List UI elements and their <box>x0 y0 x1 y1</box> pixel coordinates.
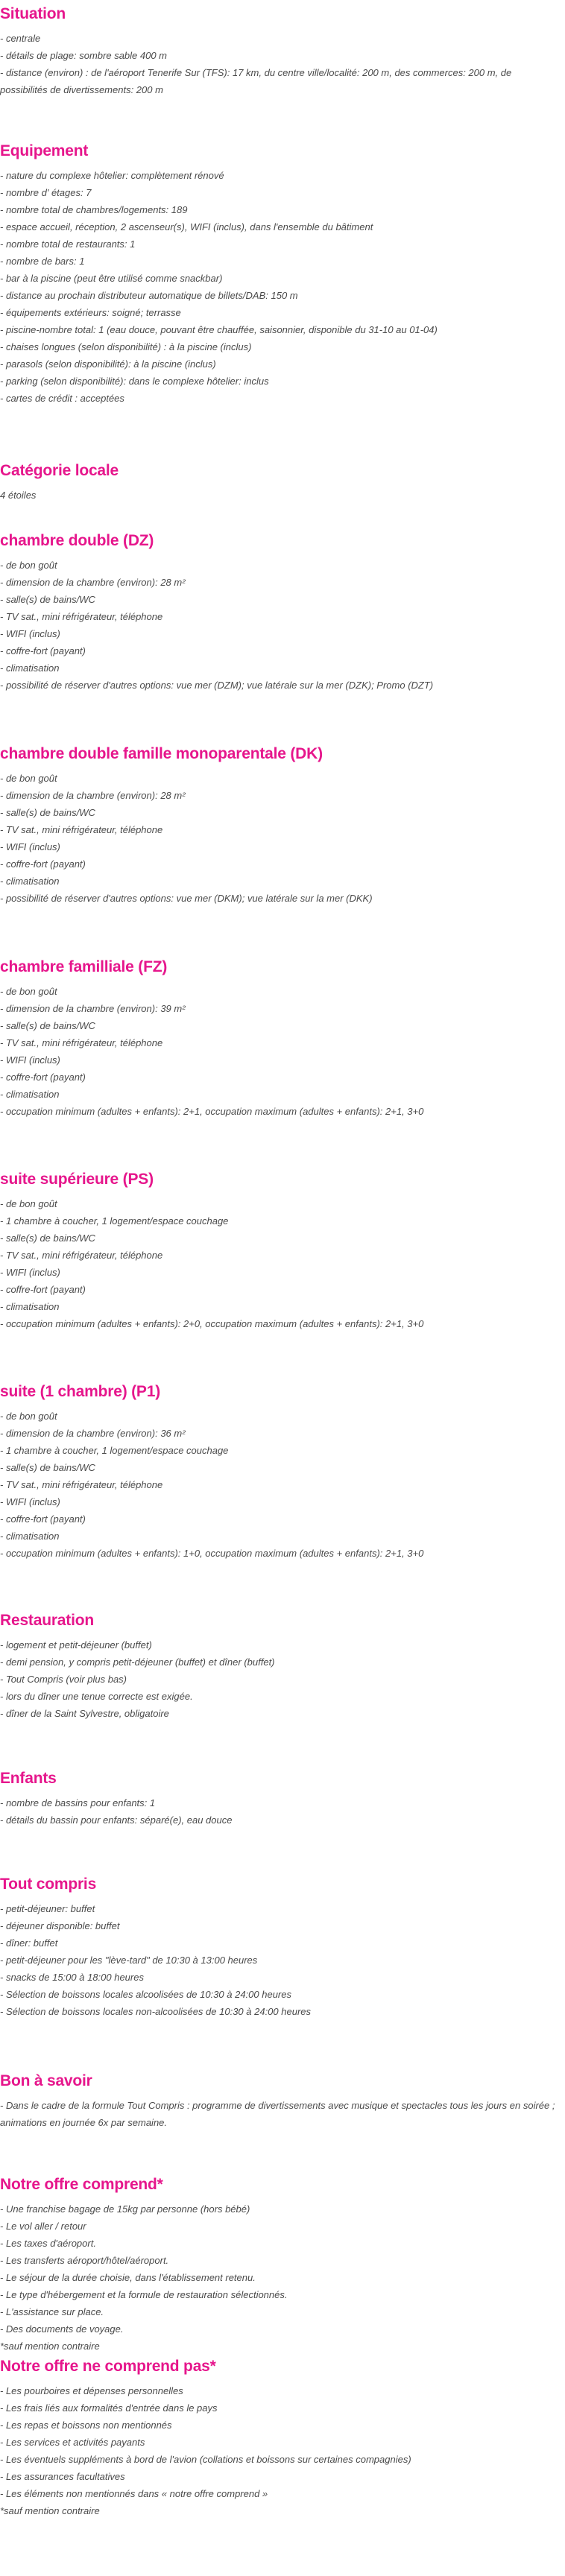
section-tout-compris <box>0 1875 559 2020</box>
list-item: *sauf mention contraire <box>0 2505 100 2516</box>
list-item: - nombre total de restaurants: 1 <box>0 238 136 250</box>
list-item: - WIFI (inclus) <box>0 628 60 639</box>
room-ps-list <box>0 1195 559 1332</box>
list-item: - TV sat., mini réfrigérateur, téléphone <box>0 824 163 835</box>
list-item: - petit-déjeuner pour les "lève-tard" de 10:30 à 13:00 heures <box>0 1955 258 1966</box>
list-item: - détails de plage: sombre sable 400 m <box>0 50 168 61</box>
room-fz-list <box>0 983 559 1120</box>
list-item: - dîner de la Saint Sylvestre, obligatoire <box>0 1708 169 1719</box>
section-title: Situation <box>0 5 66 22</box>
list-item: - Dans le cadre de la formule Tout Compris : programme de divertissements avec musique et spectacles tous les jours en soirée ; animations en journée 6x par semaine. <box>0 2100 558 2128</box>
list-item: - espace accueil, réception, 2 ascenseur(s), WIFI (inclus), dans l'ensemble du bâtiment <box>0 221 373 232</box>
list-item: - Les services et activités payants <box>0 2437 145 2448</box>
list-item: - Le vol aller / retour <box>0 2221 86 2232</box>
enfants-list <box>0 1794 559 1829</box>
section-title: Restauration <box>0 1612 94 1629</box>
list-item: - climatisation <box>0 1089 60 1100</box>
list-item: - piscine-nombre total: 1 (eau douce, pouvant être chauffée, saisonnier, disponible du 31-10 au 01-04) <box>0 324 438 335</box>
list-item: - climatisation <box>0 876 60 887</box>
list-item: - Des documents de voyage. <box>0 2323 124 2335</box>
list-item: - TV sat., mini réfrigérateur, téléphone <box>0 1479 163 1490</box>
section-situation <box>0 4 559 98</box>
list-item: - équipements extérieurs: soigné; terrasse <box>0 307 181 318</box>
list-item: - nombre de bars: 1 <box>0 256 85 267</box>
list-item: - occupation minimum (adultes + enfants): 2+1, occupation maximum (adultes + enfants): 2+1, 3+0 <box>0 1106 424 1117</box>
list-item: - climatisation <box>0 1301 60 1312</box>
list-item: 4 étoiles <box>0 490 37 501</box>
section-title: chambre familliale (FZ) <box>0 958 168 975</box>
section-enfants <box>0 1769 559 1829</box>
list-item: - 1 chambre à coucher, 1 logement/espace couchage <box>0 1215 229 1227</box>
list-item: - Les frais liés aux formalités d'entrée dans le pays <box>0 2402 218 2414</box>
list-item: - Tout Compris (voir plus bas) <box>0 1674 127 1685</box>
list-item: - lors du dîner une tenue correcte est exigée. <box>0 1691 193 1702</box>
section-room-p1 <box>0 1382 559 1562</box>
list-item: - TV sat., mini réfrigérateur, téléphone <box>0 611 163 622</box>
list-item: - coffre-fort (payant) <box>0 858 86 870</box>
list-item: - L'assistance sur place. <box>0 2306 104 2317</box>
list-item: - bar à la piscine (peut être utilisé comme snackbar) <box>0 273 223 284</box>
list-item: - parasols (selon disponibilité): à la piscine (inclus) <box>0 358 216 370</box>
list-item: - coffre-fort (payant) <box>0 1072 86 1083</box>
list-item: - possibilité de réserver d'autres options: vue mer (DKM); vue latérale sur la mer (DKK) <box>0 893 373 904</box>
list-item: - nombre total de chambres/logements: 189 <box>0 204 188 215</box>
list-item: - dîner: buffet <box>0 1937 58 1949</box>
tout-compris-list <box>0 1900 559 2020</box>
section-title: suite supérieure (PS) <box>0 1171 154 1188</box>
list-item: - de bon goût <box>0 773 57 784</box>
list-item: - nombre d' étages: 7 <box>0 187 92 198</box>
list-item: - Le type d'hébergement et la formule de restauration sélectionnés. <box>0 2289 288 2300</box>
list-item: - Les pourboires et dépenses personnelles <box>0 2385 183 2396</box>
offre-ne-comprend-pas-list <box>0 2382 559 2519</box>
list-item: - climatisation <box>0 1531 60 1542</box>
list-item: - dimension de la chambre (environ): 39 m² <box>0 1003 186 1014</box>
list-item: - Les repas et boissons non mentionnés <box>0 2420 172 2431</box>
list-item: - demi pension, y compris petit-déjeuner (buffet) et dîner (buffet) <box>0 1656 275 1668</box>
offre-comprend-list <box>0 2200 559 2355</box>
section-categorie <box>0 461 559 504</box>
section-title: Tout compris <box>0 1876 97 1893</box>
list-item: - snacks de 15:00 à 18:00 heures <box>0 1972 144 1983</box>
list-item: - TV sat., mini réfrigérateur, téléphone <box>0 1037 163 1048</box>
situation-list <box>0 30 559 98</box>
list-item: - cartes de crédit : acceptées <box>0 393 124 404</box>
list-item: - coffre-fort (payant) <box>0 1513 86 1525</box>
section-title: Notre offre comprend* <box>0 2176 163 2193</box>
list-item: - occupation minimum (adultes + enfants): 1+0, occupation maximum (adultes + enfants): 2+1, 3+0 <box>0 1548 424 1559</box>
section-title: chambre double famille monoparentale (DK) <box>0 745 323 762</box>
list-item: - WIFI (inclus) <box>0 841 60 852</box>
list-item: - de bon goût <box>0 1198 57 1209</box>
list-item: - salle(s) de bains/WC <box>0 594 95 605</box>
list-item: - dimension de la chambre (environ): 28 m² <box>0 790 186 801</box>
section-offre-comprend <box>0 2175 559 2355</box>
list-item: - Le séjour de la durée choisie, dans l'établissement retenu. <box>0 2272 256 2283</box>
list-item: - chaises longues (selon disponibilité) : à la piscine (inclus) <box>0 341 252 352</box>
list-item: - occupation minimum (adultes + enfants): 2+0, occupation maximum (adultes + enfants): 2+1, 3+0 <box>0 1318 424 1329</box>
list-item: - petit-déjeuner: buffet <box>0 1903 95 1914</box>
room-dk-list <box>0 770 559 907</box>
list-item: - déjeuner disponible: buffet <box>0 1920 120 1931</box>
list-item: - distance au prochain distributeur automatique de billets/DAB: 150 m <box>0 290 298 301</box>
room-p1-list <box>0 1408 559 1562</box>
list-item: - 1 chambre à coucher, 1 logement/espace couchage <box>0 1445 229 1456</box>
list-item: - WIFI (inclus) <box>0 1054 60 1066</box>
list-item: - salle(s) de bains/WC <box>0 1020 95 1031</box>
list-item: - TV sat., mini réfrigérateur, téléphone <box>0 1250 163 1261</box>
list-item: - distance (environ) : de l'aéroport Tenerife Sur (TFS): 17 km, du centre ville/localité: 200 m, des commerces: 200 m, de possibilités de divertissements: 200 m <box>0 67 514 95</box>
section-title: Enfants <box>0 1770 57 1787</box>
section-title: Equipement <box>0 142 89 159</box>
list-item: - climatisation <box>0 662 60 674</box>
section-room-fz <box>0 958 559 1120</box>
list-item: - dimension de la chambre (environ): 28 m² <box>0 577 186 588</box>
list-item: - de bon goût <box>0 560 57 571</box>
section-equipement <box>0 142 559 407</box>
section-room-dk <box>0 744 559 907</box>
room-dz-list <box>0 557 559 694</box>
list-item: - salle(s) de bains/WC <box>0 1232 95 1244</box>
list-item: - WIFI (inclus) <box>0 1267 60 1278</box>
equipement-list <box>0 167 559 407</box>
list-item: - coffre-fort (payant) <box>0 645 86 656</box>
list-item: - nature du complexe hôtelier: complètement rénové <box>0 170 224 181</box>
list-item: - Les éventuels suppléments à bord de l'avion (collations et boissons sur certaines compagnies) <box>0 2454 411 2465</box>
list-item: - de bon goût <box>0 1411 57 1422</box>
list-item: - Sélection de boissons locales alcoolisées de 10:30 à 24:00 heures <box>0 1989 291 2000</box>
section-title: Notre offre ne comprend pas* <box>0 2358 216 2375</box>
list-item: - Les transferts aéroport/hôtel/aéroport. <box>0 2255 169 2266</box>
list-item: *sauf mention contraire <box>0 2341 100 2352</box>
list-item: - de bon goût <box>0 986 57 997</box>
list-item: - Sélection de boissons locales non-alcoolisées de 10:30 à 24:00 heures <box>0 2006 311 2017</box>
section-offre-ne-comprend-pas <box>0 2357 559 2519</box>
list-item: - nombre de bassins pour enfants: 1 <box>0 1797 156 1808</box>
list-item: - centrale <box>0 33 41 44</box>
restauration-list <box>0 1636 559 1722</box>
section-title: Bon à savoir <box>0 2072 92 2089</box>
section-room-ps <box>0 1170 559 1332</box>
section-title: chambre double (DZ) <box>0 532 154 549</box>
list-item: - salle(s) de bains/WC <box>0 1462 95 1473</box>
section-title: Catégorie locale <box>0 462 119 479</box>
list-item: - détails du bassin pour enfants: séparé(e), eau douce <box>0 1814 233 1826</box>
list-item: - Une franchise bagage de 15kg par personne (hors bébé) <box>0 2203 250 2215</box>
list-item: - dimension de la chambre (environ): 36 m² <box>0 1428 186 1439</box>
list-item: - Les taxes d'aéroport. <box>0 2238 96 2249</box>
list-item: - logement et petit-déjeuner (buffet) <box>0 1639 152 1651</box>
section-bon-a-savoir <box>0 2072 559 2131</box>
list-item: - coffre-fort (payant) <box>0 1284 86 1295</box>
bon-a-savoir-list <box>0 2097 559 2131</box>
section-room-dz <box>0 531 559 694</box>
list-item: - possibilité de réserver d'autres options: vue mer (DZM); vue latérale sur la mer (DZK); Promo (DZT) <box>0 680 434 691</box>
list-item: - Les éléments non mentionnés dans « notre offre comprend » <box>0 2488 268 2499</box>
section-restauration <box>0 1611 559 1722</box>
list-item: - Les assurances facultatives <box>0 2471 125 2482</box>
list-item: - WIFI (inclus) <box>0 1496 60 1507</box>
section-title: suite (1 chambre) (P1) <box>0 1383 160 1400</box>
list-item: - parking (selon disponibilité): dans le complexe hôtelier: inclus <box>0 376 269 387</box>
categorie-list <box>0 487 559 504</box>
list-item: - salle(s) de bains/WC <box>0 807 95 818</box>
